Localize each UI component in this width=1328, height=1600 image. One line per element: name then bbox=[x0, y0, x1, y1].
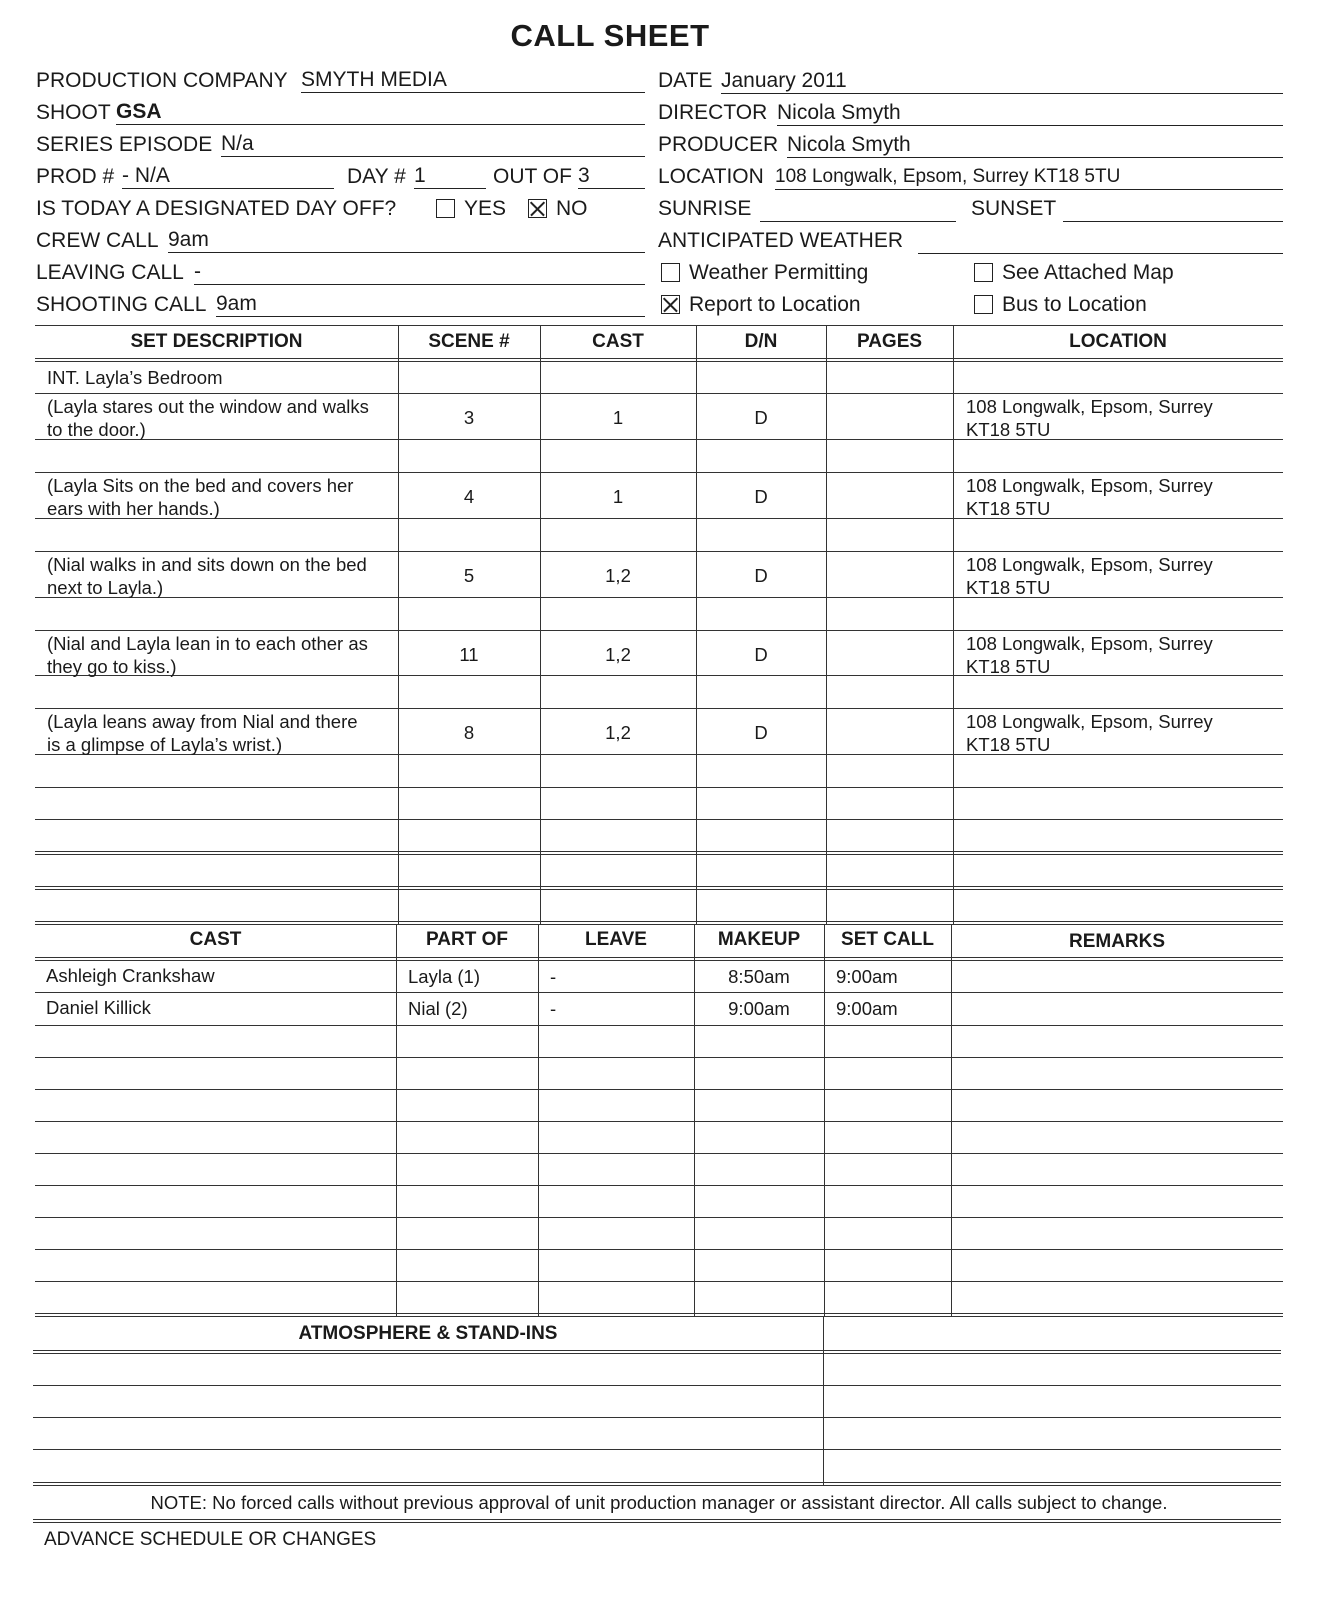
weather-permitting-checkbox[interactable] bbox=[661, 263, 680, 282]
scene-location: 108 Longwalk, Epsom, Surrey bbox=[966, 554, 1213, 575]
series-episode-label: SERIES EPISODE bbox=[36, 133, 213, 156]
header-set-description: SET DESCRIPTION bbox=[130, 331, 303, 352]
weather-label: ANTICIPATED WEATHER bbox=[658, 229, 904, 252]
location-label: LOCATION bbox=[658, 165, 764, 188]
director-label: DIRECTOR bbox=[658, 101, 768, 124]
no-checkbox[interactable] bbox=[528, 199, 547, 218]
scene-location: KT18 5TU bbox=[966, 419, 1051, 440]
cast-set-call: 9:00am bbox=[836, 998, 898, 1019]
bus-location-checkbox[interactable] bbox=[974, 295, 993, 314]
producer-label: PRODUCER bbox=[658, 133, 779, 156]
date-field[interactable]: January 2011 bbox=[721, 69, 1283, 94]
scene-dn: D bbox=[754, 722, 768, 743]
sunset-field[interactable] bbox=[1063, 197, 1283, 222]
prod-field[interactable]: - N/A bbox=[122, 164, 334, 189]
crew-call-field[interactable]: 9am bbox=[168, 228, 645, 253]
day-off-label: IS TODAY A DESIGNATED DAY OFF? bbox=[36, 197, 397, 220]
scene-location: 108 Longwalk, Epsom, Surrey bbox=[966, 396, 1213, 417]
sunrise-label: SUNRISE bbox=[658, 197, 752, 220]
out-of-field[interactable]: 3 bbox=[578, 164, 645, 189]
scene-cast: 1,2 bbox=[605, 722, 631, 743]
cast-set-call: 9:00am bbox=[836, 966, 898, 987]
date-label: DATE bbox=[658, 69, 713, 92]
scene-location: KT18 5TU bbox=[966, 577, 1051, 598]
producer-field[interactable]: Nicola Smyth bbox=[787, 133, 1283, 158]
no-label: NO bbox=[556, 197, 588, 220]
scene-number: 5 bbox=[463, 565, 475, 586]
production-company-field[interactable]: SMYTH MEDIA bbox=[301, 68, 645, 93]
out-of-label: OUT OF bbox=[493, 165, 572, 188]
scene-number: 4 bbox=[463, 486, 475, 507]
header-cast: CAST bbox=[592, 331, 644, 352]
report-location-label: Report to Location bbox=[689, 293, 861, 316]
header-scene: SCENE # bbox=[428, 331, 510, 352]
note-text: NOTE: No forced calls without previous approval of unit production manager or assistant director. All calls subject to change. bbox=[150, 1492, 1168, 1513]
yes-checkbox[interactable] bbox=[436, 199, 455, 218]
bus-location-label: Bus to Location bbox=[1002, 293, 1147, 316]
cast-leave: - bbox=[550, 998, 557, 1019]
page-title: CALL SHEET bbox=[510, 18, 710, 53]
scene-cast: 1 bbox=[612, 486, 624, 507]
scene-description: they go to kiss.) bbox=[47, 656, 177, 677]
scene-location: KT18 5TU bbox=[966, 498, 1051, 519]
scene-number: 3 bbox=[463, 407, 475, 428]
cast-header-leave: LEAVE bbox=[585, 929, 647, 950]
scene-cast: 1,2 bbox=[605, 644, 631, 665]
header-dn: D/N bbox=[744, 331, 778, 352]
cast-header-set-call: SET CALL bbox=[841, 929, 934, 950]
day-field[interactable]: 1 bbox=[414, 164, 486, 189]
cast-part: Layla (1) bbox=[408, 966, 480, 987]
shooting-call-field[interactable]: 9am bbox=[216, 292, 645, 317]
director-field[interactable]: Nicola Smyth bbox=[777, 101, 1283, 126]
scene-description: is a glimpse of Layla’s wrist.) bbox=[47, 734, 283, 755]
scene-cast: 1 bbox=[612, 407, 624, 428]
scene-number: 11 bbox=[459, 644, 479, 665]
scene-description: (Layla stares out the window and walks bbox=[47, 396, 369, 417]
see-map-label: See Attached Map bbox=[1002, 261, 1174, 284]
shooting-call-label: SHOOTING CALL bbox=[36, 293, 207, 316]
scene-dn: D bbox=[754, 565, 768, 586]
sunrise-field[interactable] bbox=[760, 197, 956, 222]
scene-location: 108 Longwalk, Epsom, Surrey bbox=[966, 633, 1213, 654]
yes-label: YES bbox=[464, 197, 507, 220]
scene-location: 108 Longwalk, Epsom, Surrey bbox=[966, 711, 1213, 732]
day-label: DAY # bbox=[347, 165, 406, 188]
cast-leave: - bbox=[550, 966, 557, 987]
cast-name: Daniel Killick bbox=[46, 997, 151, 1018]
scene-dn: D bbox=[754, 644, 768, 665]
production-company-label: PRODUCTION COMPANY bbox=[36, 69, 288, 92]
scene-description: ears with her hands.) bbox=[47, 498, 220, 519]
leaving-call-label: LEAVING CALL bbox=[36, 261, 184, 284]
crew-call-label: CREW CALL bbox=[36, 229, 159, 252]
location-field[interactable]: 108 Longwalk, Epsom, Surrey KT18 5TU bbox=[775, 165, 1283, 190]
scene-cast: 1,2 bbox=[605, 565, 631, 586]
weather-permitting-label: Weather Permitting bbox=[689, 261, 869, 284]
cast-makeup: 9:00am bbox=[728, 998, 790, 1019]
cast-header-cast: CAST bbox=[189, 929, 242, 950]
shoot-label: SHOOT bbox=[36, 101, 111, 124]
scene-description: (Nial walks in and sits down on the bed bbox=[47, 554, 367, 575]
series-episode-field[interactable]: N/a bbox=[221, 132, 645, 157]
shoot-field[interactable]: GSA bbox=[116, 100, 645, 125]
cast-header-remarks: REMARKS bbox=[1068, 931, 1166, 952]
weather-field[interactable] bbox=[918, 229, 1283, 254]
set-heading: INT. Layla’s Bedroom bbox=[47, 367, 223, 388]
leaving-call-field[interactable]: - bbox=[194, 260, 645, 285]
cast-part: Nial (2) bbox=[408, 998, 468, 1019]
scene-location: 108 Longwalk, Epsom, Surrey bbox=[966, 475, 1213, 496]
scene-location: KT18 5TU bbox=[966, 656, 1051, 677]
report-location-checkbox[interactable] bbox=[661, 295, 680, 314]
advance-schedule-label: ADVANCE SCHEDULE OR CHANGES bbox=[44, 1529, 377, 1550]
cast-header-makeup: MAKEUP bbox=[717, 929, 801, 950]
scene-description: (Nial and Layla lean in to each other as bbox=[47, 633, 368, 654]
scene-description: next to Layla.) bbox=[47, 577, 164, 598]
scene-description: (Layla Sits on the bed and covers her bbox=[47, 475, 354, 496]
see-map-checkbox[interactable] bbox=[974, 263, 993, 282]
cast-name: Ashleigh Crankshaw bbox=[46, 965, 215, 986]
scene-description: to the door.) bbox=[47, 419, 146, 440]
header-pages: PAGES bbox=[856, 331, 923, 352]
cast-makeup: 8:50am bbox=[728, 966, 790, 987]
cast-header-part-of: PART OF bbox=[426, 929, 508, 950]
header-location: LOCATION bbox=[1069, 331, 1167, 352]
scene-location: KT18 5TU bbox=[966, 734, 1051, 755]
scene-dn: D bbox=[754, 486, 768, 507]
atmosphere-heading: ATMOSPHERE & STAND-INS bbox=[298, 1323, 558, 1344]
sunset-label: SUNSET bbox=[971, 197, 1057, 220]
prod-label: PROD # bbox=[36, 165, 115, 188]
scene-dn: D bbox=[754, 407, 768, 428]
scene-number: 8 bbox=[463, 722, 475, 743]
scene-description: (Layla leans away from Nial and there bbox=[47, 711, 358, 732]
